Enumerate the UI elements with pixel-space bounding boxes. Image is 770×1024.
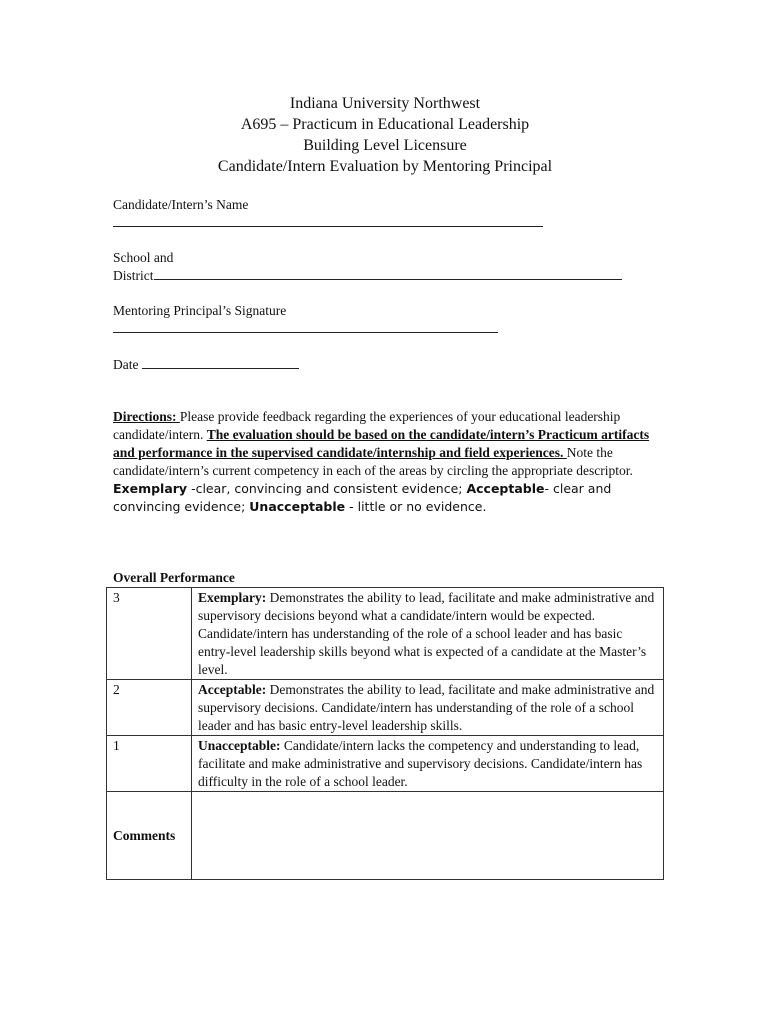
table-row[interactable] (107, 588, 664, 680)
signature-label: Mentoring Principal’s Signature (113, 303, 287, 318)
course-title: A695 – Practicum in Educational Leadership (240, 116, 530, 133)
acceptable-definition: - clear and convincing evidence; (113, 481, 612, 514)
university-name: Indiana University Northwest (289, 95, 481, 112)
acceptable-term: Acceptable (466, 481, 545, 496)
signature-line[interactable] (113, 320, 498, 333)
school-district-line[interactable] (154, 267, 622, 280)
unacceptable-definition: - little or no evidence. (345, 499, 487, 514)
directions-label: Directions: (113, 409, 180, 424)
directions-emphasis: The evaluation should be based on the candidate/intern’s Practicum artifacts and performance in the supervised candidate/internship and field experiences. (113, 427, 650, 460)
form-header (0, 93, 770, 177)
descriptor-term: Exemplary: (198, 590, 267, 605)
date-field (113, 356, 299, 374)
overall-performance-title: Overall Performance (113, 570, 235, 585)
comments-label-text: Comments (113, 828, 176, 843)
form-title: Candidate/Intern Evaluation by Mentoring Principal (217, 158, 553, 175)
descriptor-term: Unacceptable: (198, 738, 281, 753)
exemplary-definition: -clear, convincing and consistent evidence; (187, 481, 467, 496)
school-district-field (113, 249, 622, 285)
score-cell: 1 (107, 736, 192, 792)
score-cell: 2 (107, 680, 192, 736)
candidate-name-label: Candidate/Intern’s Name (113, 197, 249, 212)
licensure-title: Building Level Licensure (303, 137, 467, 154)
date-line[interactable] (142, 356, 299, 369)
descriptor-text: Demonstrates the ability to lead, facilitate and make administrative and supervisory decisions beyond what a candidate/intern would be expected. Candidate/intern has understanding of the role of a school leader and has basic entry-level leadership skills beyond what is expected of a candidate at the Master’s level. (198, 590, 655, 677)
comments-label (107, 792, 192, 880)
table-row[interactable] (107, 736, 664, 792)
date-label: Date (113, 357, 139, 372)
directions-text-1: Please provide feedback regarding the experiences of your educational leadership candidate/intern. (113, 409, 621, 442)
descriptor-cell (192, 736, 664, 792)
descriptor-cell (192, 680, 664, 736)
exemplary-term: Exemplary (113, 481, 188, 496)
descriptor-term: Acceptable: (198, 682, 267, 697)
table-row[interactable] (107, 680, 664, 736)
score-cell: 3 (107, 588, 192, 680)
district-label: District (113, 268, 154, 283)
comments-input-area[interactable] (192, 792, 664, 880)
descriptor-cell (192, 588, 664, 680)
school-label: School and (113, 250, 174, 265)
directions-paragraph (113, 408, 663, 516)
directions-text-2: Note the candidate/intern’s current competency in each of the areas by circling the appropriate descriptor. (113, 445, 633, 478)
comments-row (107, 792, 664, 880)
performance-table (106, 587, 664, 880)
signature-field (113, 302, 498, 338)
descriptor-text: Candidate/intern lacks the competency and understanding to lead, facilitate and make administrative and supervisory decisions. Candidate/intern has difficulty in the role of a school leader. (198, 738, 643, 789)
candidate-name-line[interactable] (113, 214, 543, 227)
unacceptable-term: Unacceptable (249, 499, 346, 514)
candidate-name-field (113, 196, 543, 232)
descriptor-text: Demonstrates the ability to lead, facilitate and make administrative and supervisory decisions. Candidate/intern has understanding of the role of a school leader and has basic entry-level leadership skills. (198, 682, 655, 733)
